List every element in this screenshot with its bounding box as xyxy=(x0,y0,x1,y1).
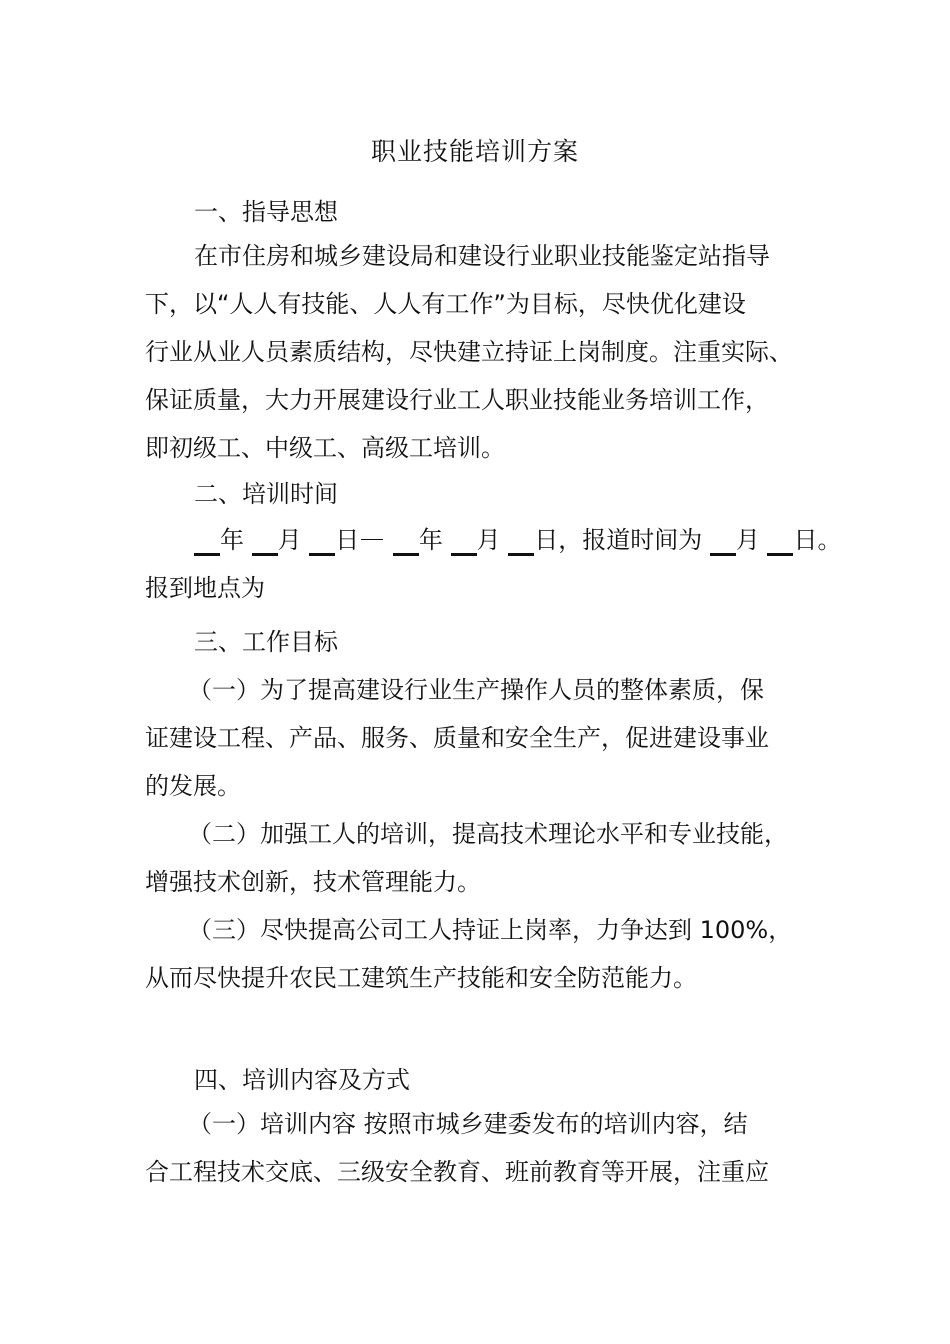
paragraph-line: 从而尽快提升农民工建筑生产技能和安全防范能力。 xyxy=(145,964,697,992)
section-heading-work-goals: 三、工作目标 xyxy=(194,628,338,656)
paragraph-line: 证建设工程、产品、服务、质量和安全生产，促进建设事业 xyxy=(145,724,769,752)
paragraph-line: 增强技术创新，技术管理能力。 xyxy=(145,868,481,896)
time-unit: 日。 xyxy=(793,526,842,554)
paragraph-line: （一）为了提高建设行业生产操作人员的整体素质，保 xyxy=(188,676,764,704)
time-unit: 月 xyxy=(735,526,760,554)
document-title: 职业技能培训方案 xyxy=(370,137,579,166)
time-unit: 年 xyxy=(220,526,244,554)
blank-field xyxy=(451,529,477,556)
time-unit: 月 xyxy=(277,526,302,554)
blank-field xyxy=(309,529,335,556)
paragraph-line: （一）培训内容 按照市城乡建委发布的培训内容，结 xyxy=(188,1110,748,1138)
time-unit: 月 xyxy=(476,526,501,554)
paragraph-line: 在市住房和城乡建设局和建设行业职业技能鉴定站指导 xyxy=(194,242,770,270)
blank-field xyxy=(252,529,278,556)
paragraph-line: 的发展。 xyxy=(145,772,241,800)
blank-field xyxy=(767,529,793,556)
blank-field xyxy=(393,529,419,556)
training-time-line xyxy=(194,524,894,556)
section-heading-training-content: 四、培训内容及方式 xyxy=(194,1066,410,1094)
paragraph-line: 即初级工、中级工、高级工培训。 xyxy=(145,434,505,462)
paragraph-line: 行业从业人员素质结构，尽快建立持证上岗制度。注重实际、 xyxy=(145,338,793,366)
time-unit: 年 xyxy=(418,526,443,554)
paragraph-line: 下，以“人人有技能、人人有工作”为目标，尽快优化建设 xyxy=(145,290,746,318)
blank-field xyxy=(508,529,534,556)
paragraph-line: （二）加强工人的培训，提高技术理论水平和专业技能， xyxy=(188,820,788,848)
report-place-line: 报到地点为 xyxy=(145,574,265,602)
section-heading-guiding-ideology: 一、指导思想 xyxy=(194,198,338,226)
paragraph-line: （三）尽快提高公司工人持证上岗率，力争达到 100%， xyxy=(188,916,793,944)
time-unit: 日 xyxy=(335,526,360,554)
blank-field xyxy=(710,529,736,556)
section-heading-training-time: 二、培训时间 xyxy=(194,480,338,508)
range-dash xyxy=(361,539,383,540)
report-time-label: 日，报道时间为 xyxy=(534,526,703,554)
paragraph-line: 合工程技术交底、三级安全教育、班前教育等开展，注重应 xyxy=(145,1158,769,1186)
blank-field xyxy=(194,529,220,556)
paragraph-line: 保证质量，大力开展建设行业工人职业技能业务培训工作， xyxy=(145,386,769,414)
